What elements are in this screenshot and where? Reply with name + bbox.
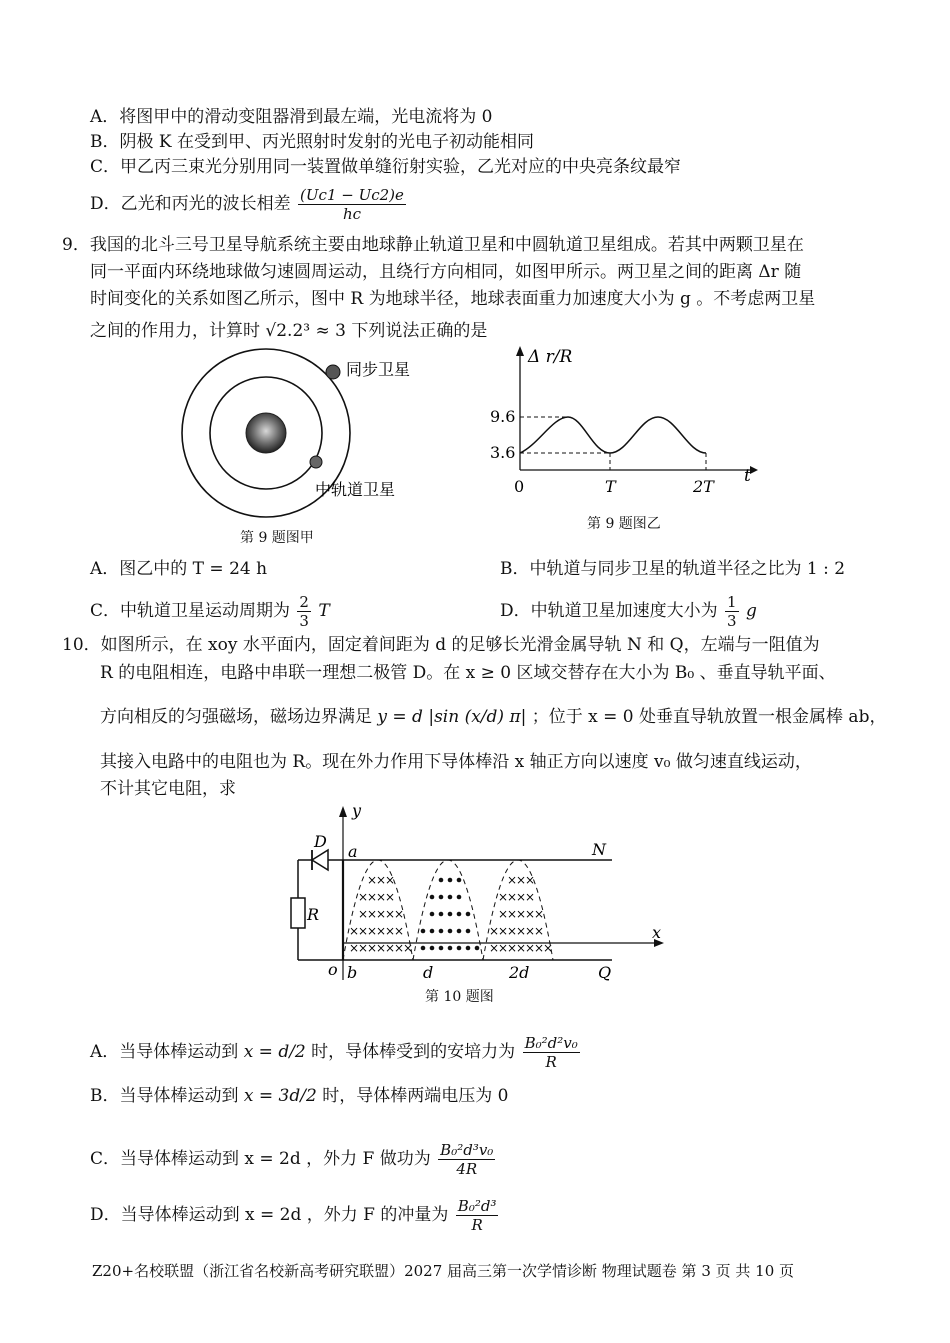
- diode-icon: [312, 850, 328, 870]
- q8-option-a: A．将图甲中的滑动变阻器滑到最左端，光电流将为 0: [90, 107, 493, 127]
- field-into-page-mark: ×: [525, 873, 536, 887]
- q10-option-a-fraction: [523, 1034, 580, 1071]
- field-into-page-mark: ×: [498, 924, 509, 938]
- field-out-of-page-mark: [457, 946, 462, 951]
- resistor: [291, 898, 305, 928]
- q9-option-c-post: T: [318, 601, 330, 621]
- field-into-page-mark: ×: [516, 924, 527, 938]
- y-axis-arrow-icon: [516, 346, 524, 356]
- field-into-page-mark: ×: [358, 924, 369, 938]
- field-out-of-page-mark: [448, 912, 453, 917]
- field-out-of-page-mark: [475, 946, 480, 951]
- q9-option-c-text: C．中轨道卫星运动周期为: [90, 601, 291, 621]
- field-into-page-mark: ×: [394, 907, 405, 921]
- q10-boundary-formula: y = d |sin (x/d) π|: [377, 707, 527, 727]
- fraction-denominator: 3: [299, 612, 309, 630]
- field-out-of-page-mark: [466, 946, 471, 951]
- q10-option-a-mid: 时，导体棒受到的安培力为: [311, 1042, 516, 1062]
- fraction-numerator: B₀²d³v₀: [440, 1141, 494, 1159]
- field-into-page-mark: ×: [358, 941, 369, 955]
- field-into-page-mark: ×: [385, 924, 396, 938]
- field-into-page-mark: ×: [507, 907, 518, 921]
- fraction-numerator: 1: [727, 593, 737, 611]
- q10-option-d-text: D．当导体棒运动到 x = 2d ，外力 F 的冲量为: [90, 1205, 449, 1225]
- label-a: a: [348, 842, 358, 861]
- fraction-numerator: B₀²d³: [457, 1197, 497, 1215]
- q9-stem-line2: 同一平面内环绕地球做匀速圆周运动，且绕行方向相同，如图甲所示。两卫星之间的距离 Δr 随: [90, 262, 802, 282]
- field-into-page-mark: ×: [507, 890, 518, 904]
- y-label: Δ r/R: [528, 347, 573, 367]
- tick-T: T: [605, 477, 616, 496]
- fraction-numerator: 2: [299, 593, 309, 611]
- q9-figure-graph: [488, 340, 768, 500]
- field-out-of-page-mark: [421, 946, 426, 951]
- earth-icon: [246, 413, 286, 453]
- label-n: N: [592, 840, 606, 859]
- field-into-page-mark: ×: [525, 941, 536, 955]
- label-b: b: [347, 963, 358, 982]
- q10-stem-line3-post: ；位于 x = 0 处垂直导轨放置一根金属棒 ab，: [531, 707, 887, 727]
- field-out-of-page-mark: [439, 912, 444, 917]
- q10-option-c-text: C．当导体棒运动到 x = 2d ，外力 F 做功为: [90, 1149, 431, 1169]
- field-into-page-mark: ×: [367, 924, 378, 938]
- q10-option-d: [90, 1197, 500, 1234]
- q10-option-b-mid: 时，导体棒两端电压为 0: [322, 1086, 509, 1106]
- q10-option-d-fraction: [456, 1197, 499, 1234]
- boundary-2: [413, 860, 483, 960]
- field-into-page-mark: ×: [525, 890, 536, 904]
- field-into-page-mark: ×: [525, 907, 536, 921]
- q10-figure: [280, 800, 680, 990]
- fraction-denominator: hc: [342, 205, 361, 223]
- q10-option-b: [90, 1085, 508, 1107]
- q8-option-b: B．阴极 K 在受到甲、丙光照射时发射的光电子初动能相同: [90, 132, 534, 152]
- q10-stem-line5: 不计其它电阻，求: [100, 779, 236, 799]
- label-mid: 中轨道卫星: [315, 480, 396, 499]
- field-out-of-page-mark: [439, 929, 444, 934]
- field-into-page-mark: ×: [376, 941, 387, 955]
- q10-stem-line1: 10．如图所示，在 xoy 水平面内，固定着间距为 d 的足够长光滑金属导轨 N 和 Q，左端与一阻值为: [62, 635, 820, 655]
- label-q: Q: [598, 963, 612, 982]
- q10-stem-line3-pre: 方向相反的匀强磁场，磁场边界满足: [100, 707, 372, 727]
- field-into-page-mark: ×: [498, 890, 509, 904]
- q9-option-c: [90, 593, 330, 630]
- field-into-page-mark: ×: [534, 941, 545, 955]
- field-into-page-mark: ×: [498, 941, 509, 955]
- q9-stem-line3: 时间变化的关系如图乙所示，图中 R 为地球半径，地球表面重力加速度大小为 g 。不考虑两卫星: [90, 289, 816, 309]
- field-into-page-mark: ×: [385, 873, 396, 887]
- q9-option-d-fraction: [725, 593, 739, 630]
- fraction-denominator: 3: [727, 612, 737, 630]
- q8-option-d: [90, 186, 408, 223]
- field-into-page-mark: ×: [403, 941, 414, 955]
- field-out-of-page-mark: [457, 912, 462, 917]
- field-out-of-page-mark: [439, 895, 444, 900]
- field-into-page-mark: ×: [376, 873, 387, 887]
- field-out-of-page-mark: [448, 946, 453, 951]
- field-into-page-mark: ×: [507, 941, 518, 955]
- field-into-page-mark: ×: [376, 907, 387, 921]
- label-x: x: [652, 923, 662, 942]
- field-out-of-page-mark: [457, 878, 462, 883]
- field-into-page-mark: ×: [385, 890, 396, 904]
- page-footer: Z20+名校联盟（浙江省名校新高考研究联盟）2027 届高三第一次学情诊断 物理试题卷 第 3 页 共 10 页: [92, 1262, 795, 1280]
- q8-option-d-fraction: [298, 186, 406, 223]
- label-y: y: [352, 801, 362, 820]
- tick-2T: 2T: [693, 477, 714, 496]
- q9-approx-formula: √2.2³ ≈ 3: [265, 321, 346, 341]
- field-into-page-mark: ×: [498, 907, 509, 921]
- tick-0: 0: [514, 477, 525, 496]
- field-out-of-page-mark: [448, 895, 453, 900]
- x-label: t: [744, 466, 751, 486]
- field-into-page-mark: ×: [489, 924, 500, 938]
- field-out-of-page-mark: [448, 929, 453, 934]
- fraction-denominator: R: [471, 1216, 483, 1234]
- q10-stem-line4: 其接入电路中的电阻也为 R。现在外力作用下导体棒沿 x 轴正方向以速度 v₀ 做匀速直线运动，: [100, 752, 812, 772]
- q9-option-c-fraction: [297, 593, 311, 630]
- q9-option-d: [500, 593, 757, 630]
- distance-curve: [520, 417, 706, 453]
- field-into-page-mark: ×: [394, 924, 405, 938]
- field-into-page-mark: ×: [349, 941, 360, 955]
- field-out-of-page-mark: [430, 929, 435, 934]
- field-into-page-mark: ×: [358, 890, 369, 904]
- field-into-page-mark: ×: [385, 941, 396, 955]
- q9-option-d-text: D．中轨道卫星加速度大小为: [500, 601, 718, 621]
- tick-3.6: 3.6: [490, 443, 516, 462]
- field-into-page-mark: ×: [376, 924, 387, 938]
- q10-option-a: [90, 1034, 582, 1071]
- mid-satellite-icon: [310, 456, 322, 468]
- field-out-of-page-mark: [466, 912, 471, 917]
- field-out-of-page-mark: [457, 895, 462, 900]
- field-into-page-mark: ×: [367, 941, 378, 955]
- field-into-page-mark: ×: [385, 907, 396, 921]
- field-out-of-page-mark: [448, 878, 453, 883]
- field-into-page-mark: ×: [525, 924, 536, 938]
- y-axis-arrow-icon: [339, 806, 347, 817]
- field-into-page-mark: ×: [543, 941, 554, 955]
- field-into-page-mark: ×: [507, 873, 518, 887]
- q9-stem-line4-pre: 之间的作用力，计算时: [90, 321, 260, 341]
- field-into-page-mark: ×: [367, 907, 378, 921]
- q9-option-b: B．中轨道与同步卫星的轨道半径之比为 1 : 2: [500, 559, 846, 579]
- q8-option-d-text: D．乙光和丙光的波长相差: [90, 194, 291, 214]
- field-into-page-mark: ×: [516, 890, 527, 904]
- q8-option-c: C．甲乙丙三束光分别用同一装置做单缝衍射实验，乙光对应的中央亮条纹最窄: [90, 157, 682, 177]
- q10-option-b-pre: B．当导体棒运动到: [90, 1086, 239, 1106]
- q9-option-a: A．图乙中的 T = 24 h: [90, 559, 268, 579]
- q10-option-b-x: x = 3d/2: [243, 1086, 317, 1106]
- label-d: d: [423, 963, 434, 982]
- field-out-of-page-mark: [430, 895, 435, 900]
- q10-stem-line3: [100, 706, 886, 728]
- field-into-page-mark: ×: [358, 907, 369, 921]
- field-out-of-page-mark: [439, 878, 444, 883]
- field-out-of-page-mark: [439, 946, 444, 951]
- field-out-of-page-mark: [457, 929, 462, 934]
- q10-stem-line2: R 的电阻相连，电路中串联一理想二极管 D。在 x ≥ 0 区域交替存在大小为 B₀ 、垂直导轨平面、: [100, 663, 836, 683]
- label-o: o: [328, 960, 338, 979]
- q9-figure-orbits: [175, 345, 435, 525]
- q9-stem-line4: [90, 320, 487, 342]
- field-into-page-mark: ×: [349, 924, 360, 938]
- field-out-of-page-mark: [421, 929, 426, 934]
- field-into-page-mark: ×: [534, 907, 545, 921]
- label-2d: 2d: [509, 963, 530, 982]
- fraction-numerator: (Uc1 − Uc2)e: [300, 186, 404, 204]
- q9-stem-line1: 9．我国的北斗三号卫星导航系统主要由地球静止轨道卫星和中圆轨道卫星组成。若其中两颗卫星在: [62, 235, 804, 255]
- label-d-diode: D: [314, 832, 327, 851]
- q10-option-a-x: x = d/2: [243, 1042, 306, 1062]
- field-into-page-mark: ×: [489, 941, 500, 955]
- q10-option-c: [90, 1141, 497, 1178]
- field-into-page-mark: ×: [534, 924, 545, 938]
- q9-option-d-post: g: [746, 601, 757, 621]
- q10-option-a-pre: A．当导体棒运动到: [90, 1042, 239, 1062]
- q9-caption-b: 第 9 题图乙: [587, 516, 661, 532]
- field-into-page-mark: ×: [516, 873, 527, 887]
- fraction-numerator: B₀²d²v₀: [524, 1034, 578, 1052]
- tick-9.6: 9.6: [490, 407, 516, 426]
- x-axis-arrow-icon: [750, 466, 758, 474]
- sync-satellite-icon: [326, 365, 340, 379]
- q10-caption: 第 10 题图: [425, 989, 494, 1005]
- field-out-of-page-mark: [430, 946, 435, 951]
- fraction-denominator: R: [545, 1053, 557, 1071]
- q9-stem-line4-post: 下列说法正确的是: [351, 321, 488, 341]
- field-into-page-mark: ×: [516, 907, 527, 921]
- label-r: R: [307, 905, 320, 924]
- label-sync: 同步卫星: [346, 360, 411, 379]
- field-into-page-mark: ×: [367, 890, 378, 904]
- field-into-page-mark: ×: [394, 941, 405, 955]
- field-out-of-page-mark: [430, 912, 435, 917]
- field-into-page-mark: ×: [367, 873, 378, 887]
- q9-caption-a: 第 9 题图甲: [240, 530, 314, 546]
- fraction-denominator: 4R: [456, 1160, 478, 1178]
- q10-option-c-fraction: [438, 1141, 495, 1178]
- field-out-of-page-mark: [466, 929, 471, 934]
- field-into-page-mark: ×: [376, 890, 387, 904]
- field-into-page-mark: ×: [516, 941, 527, 955]
- field-into-page-mark: ×: [507, 924, 518, 938]
